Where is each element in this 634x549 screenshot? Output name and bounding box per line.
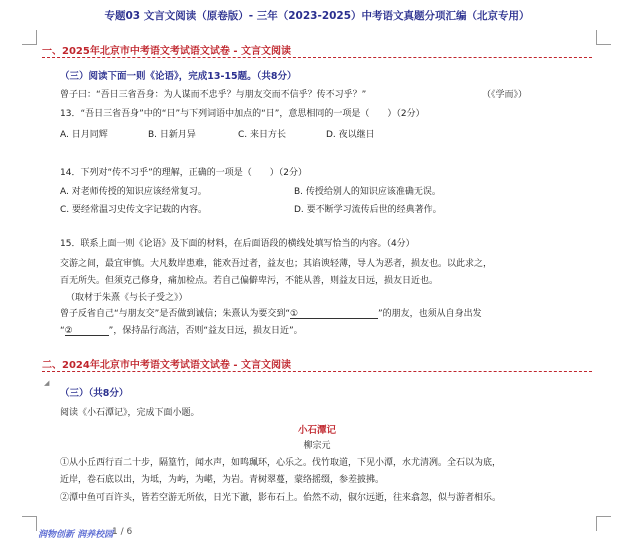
q14-option-a: A. 对老师传授的知识应该经常复习。 xyxy=(60,187,207,197)
poem-title: 小石潭记 xyxy=(297,425,336,436)
blank-2[interactable] xyxy=(65,326,109,336)
lunyu-source: （《学而》） xyxy=(482,90,528,100)
section-2-subheading: （三）（共8分） xyxy=(60,388,129,399)
lunyu-passage: 曾子曰：“吾日三省吾身：为人谋而不忠乎？与朋友交而不信乎？传不习乎？” xyxy=(60,90,367,100)
question-14: 14．下列对“传不习乎”的理解，正确的一项是（ ）（2分） xyxy=(60,168,308,178)
section-2-intro: 阅读《小石潭记》，完成下面小题。 xyxy=(60,408,200,418)
fill-blank-line-1 xyxy=(60,306,482,319)
crop-mark-top-left xyxy=(22,30,37,45)
fill-text-1b: ”的朋友，也须从自身出发 xyxy=(378,309,482,319)
paragraph-1-line-2: 近岸，卷石底以出，为坻，为屿，为嵁，为岩。青树翠蔓，蒙络摇缀，参差披拂。 xyxy=(60,475,385,485)
paragraph-2-line-1: ②潭中鱼可百许头，皆若空游无所依，日光下澈，影布石上。佁然不动，俶尔远逝，往来翕忽，似与游者相乐。 xyxy=(60,493,502,503)
section-1-divider xyxy=(42,57,592,58)
question-15: 15．联系上面一则《论语》及下面的材料，在后面语段的横线处填写恰当的内容。（4分） xyxy=(60,239,415,249)
footer-brand: 润物创新 润养校园 xyxy=(38,530,114,540)
section-2-divider xyxy=(42,371,592,372)
blank-1-marker: ① xyxy=(290,309,299,319)
q13-option-b: B. 日新月异 xyxy=(148,130,196,140)
material-source: （取材于朱熹《与长子受之》） xyxy=(66,293,188,303)
poem-author: 柳宗元 xyxy=(303,441,331,451)
material-line-1: 交游之间，最宜审慎。大凡数岸患难，能欢吾过者，益友也；其谄谀轻薄，导人为恶者，损友也。以此求之， xyxy=(60,259,493,269)
blank-1[interactable] xyxy=(290,309,378,319)
crop-mark-bottom-right xyxy=(596,516,611,531)
section-1-heading: 一、2025年北京市中考语文考试语文试卷 - 文言文阅读 xyxy=(42,46,291,57)
paragraph-handle-icon[interactable]: ◢ xyxy=(44,379,50,387)
page-number: 1 / 6 xyxy=(112,527,133,537)
paragraph-1-line-1: ①从小丘西行百二十步，隔篁竹，闻水声，如鸣珮环，心乐之。伐竹取道，下见小潭，水尤清冽。全石以为底， xyxy=(60,458,502,468)
crop-mark-top-right xyxy=(596,30,611,45)
fill-blank-line-2 xyxy=(60,323,303,336)
fill-text-2a: “ xyxy=(60,326,65,336)
material-line-2: 百无所失。但须克己修身，痛加检点。若自己偏僻卑污，不能从善，则益友日远，损友日近也。 xyxy=(60,276,439,286)
q14-option-d: D. 要不断学习流传后世的经典著作。 xyxy=(294,205,442,215)
q14-option-b: B. 传授给别人的知识应该准确无误。 xyxy=(294,187,441,197)
question-13: 13．“吾日三省吾身”中的“日”与下列词语中加点的“日”，意思相同的一项是（ ）（2分） xyxy=(60,109,425,119)
fill-text-2b: ”，保持品行高洁，否则“益友日远，损友日近”。 xyxy=(108,326,303,336)
q13-option-c: C. 来日方长 xyxy=(238,130,287,140)
q14-option-c: C. 要经常温习史传文字记载的内容。 xyxy=(60,205,208,215)
q13-option-a: A. 日月同辉 xyxy=(60,130,108,140)
q13-option-d: D. 夜以继日 xyxy=(326,130,375,140)
page-title: 专题03 文言文阅读（原卷版）- 三年（2023-2025）中考语文真题分项汇编（北京专用） xyxy=(104,10,530,22)
crop-mark-bottom-left xyxy=(22,516,37,531)
blank-2-marker: ② xyxy=(64,326,73,336)
fill-text-1a: 曾子反省自己“与朋友交”是否做到诚信；朱熹认为要交到“ xyxy=(60,309,290,319)
section-1-subheading: （三）阅读下面一则《论语》，完成13-15题。（共8分） xyxy=(60,71,297,82)
section-2-heading: 二、2024年北京市中考语文考试语文试卷 - 文言文阅读 xyxy=(42,360,291,371)
